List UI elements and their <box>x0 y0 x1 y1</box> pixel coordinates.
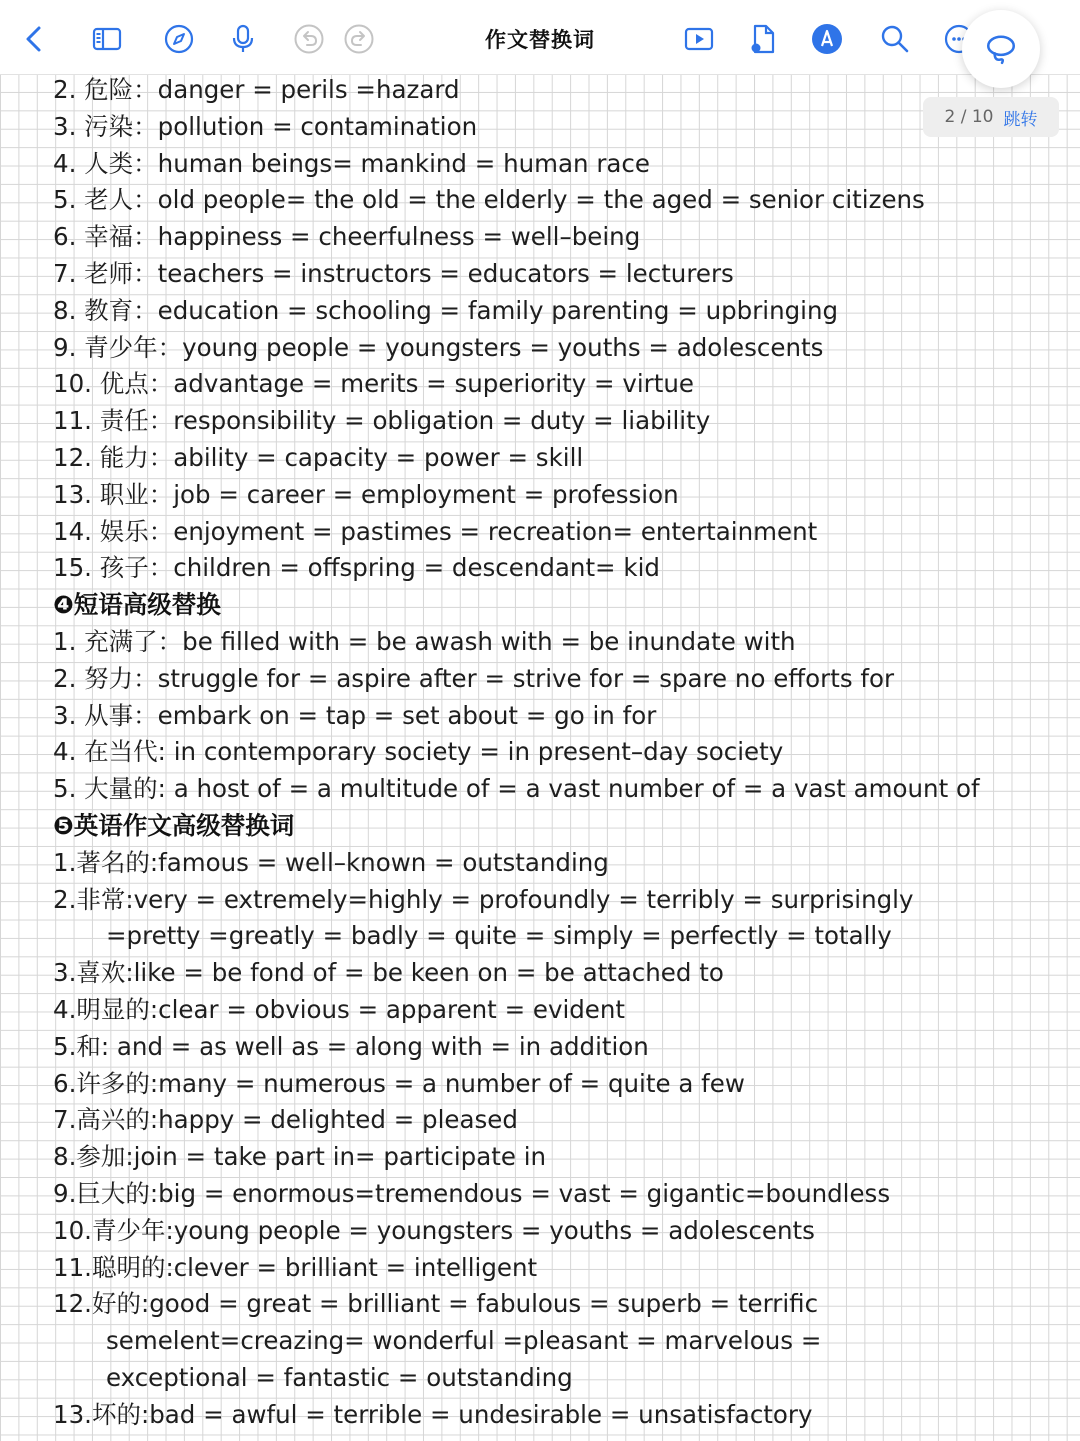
note-line: 2.非常:very = extremely=highly = profoundly = terribly = surprisingly <box>53 884 914 914</box>
note-line: 5. 老人：old people= the old = the elderly = the aged = senior citizens <box>53 185 925 215</box>
note-line: 5.和: and = as well as = along with = in addition <box>53 1031 649 1061</box>
note-line: 9.巨大的:big = enormous=tremendous = vast = gigantic=boundless <box>53 1179 891 1208</box>
note-line: 11. 责任：responsibility = obligation = duty = liability <box>53 406 711 436</box>
note-line: 12. 能力：ability = capacity = power = skill <box>53 443 584 472</box>
note-line: 6. 幸福：happiness = cheerfulness = well–being <box>53 222 641 252</box>
note-line: 3.喜欢:like = be fond of = be keen on = be attached to <box>53 958 724 988</box>
note-line: 9. 青少年：young people = youngsters = youths = adolescents <box>53 332 824 362</box>
note-line: 7. 老师：teachers = instructors = educators = lecturers <box>53 259 734 288</box>
note-line: 12.好的:good = great = brilliant = fabulous = superb = terrific <box>53 1289 819 1319</box>
note-line: 3. 从事：embark on = tap = set about = go in for <box>53 700 657 730</box>
toolbar <box>0 0 1080 75</box>
note-line: 11.聪明的:clever = brilliant = intelligent <box>53 1252 538 1282</box>
note-line: exceptional = fantastic = outstanding <box>106 1363 573 1392</box>
note-line: 4.明显的:clear = obvious = apparent = evident <box>53 995 626 1024</box>
note-line: 5. 大量的: a host of = a multitude of = a vast number of = a vast amount of <box>53 774 980 804</box>
note-line: 10. 优点：advantage = merits = superiority = virtue <box>53 369 694 399</box>
note-line: 14. 娱乐：enjoyment = pastimes = recreation= entertainment <box>53 516 818 546</box>
note-line: 2. 努力：struggle for = aspire after = strive for = spare no efforts for <box>53 663 895 693</box>
jump-button[interactable]: 跳转 <box>1003 109 1038 130</box>
note-line: 3. 污染：pollution = contamination <box>53 111 478 141</box>
note-line: 7.高兴的:happy = delighted = pleased <box>53 1105 518 1135</box>
note-line: 8. 教育：education = schooling = family parenting = upbringing <box>53 295 839 325</box>
note-line: 6.许多的:many = numerous = a number of = quite a few <box>53 1068 745 1098</box>
pen-icon[interactable] <box>810 22 844 56</box>
lasso-icon <box>984 32 1018 66</box>
note-line: 4. 人类：human beings= mankind = human race <box>53 148 650 178</box>
page-indicator[interactable] <box>923 97 1059 137</box>
note-line: 15. 孩子：children = offspring = descendant= kid <box>53 553 660 583</box>
present-icon[interactable] <box>682 22 716 56</box>
note-line: 10.青少年:young people = youngsters = youths = adolescents <box>53 1215 815 1245</box>
search-icon[interactable] <box>878 22 912 56</box>
section-heading: ❺英语作文高级替换词 <box>53 811 295 840</box>
section-heading: ❹短语高级替换 <box>53 590 221 620</box>
note-line: 8.参加:join = take part in= participate in <box>53 1142 547 1172</box>
note-line: 1.著名的:famous = well–known = outstanding <box>53 847 609 877</box>
document-title: 作文替换词 <box>485 28 595 52</box>
note-line: 13. 职业：job = career = employment = profession <box>53 479 679 509</box>
note-line: 13.坏的:bad = awful = terrible = undesirable = unsatisfactory <box>53 1399 813 1429</box>
note-line: 1. 充满了：be filled with = be awash with = be inundate with <box>53 627 796 656</box>
note-line: =pretty =greatly = badly = quite = simply = perfectly = totally <box>106 921 892 951</box>
note-line: 2. 危险：danger = perils =hazard <box>53 75 460 104</box>
note-line: semelent=creazing= wonderful =pleasant = marvelous = <box>106 1326 822 1356</box>
page-number: 2 / 10 <box>944 107 994 127</box>
note-line: 4. 在当代: in contemporary society = in present–day society <box>53 737 784 767</box>
lasso-button[interactable] <box>962 10 1040 88</box>
document-icon[interactable] <box>746 22 780 56</box>
